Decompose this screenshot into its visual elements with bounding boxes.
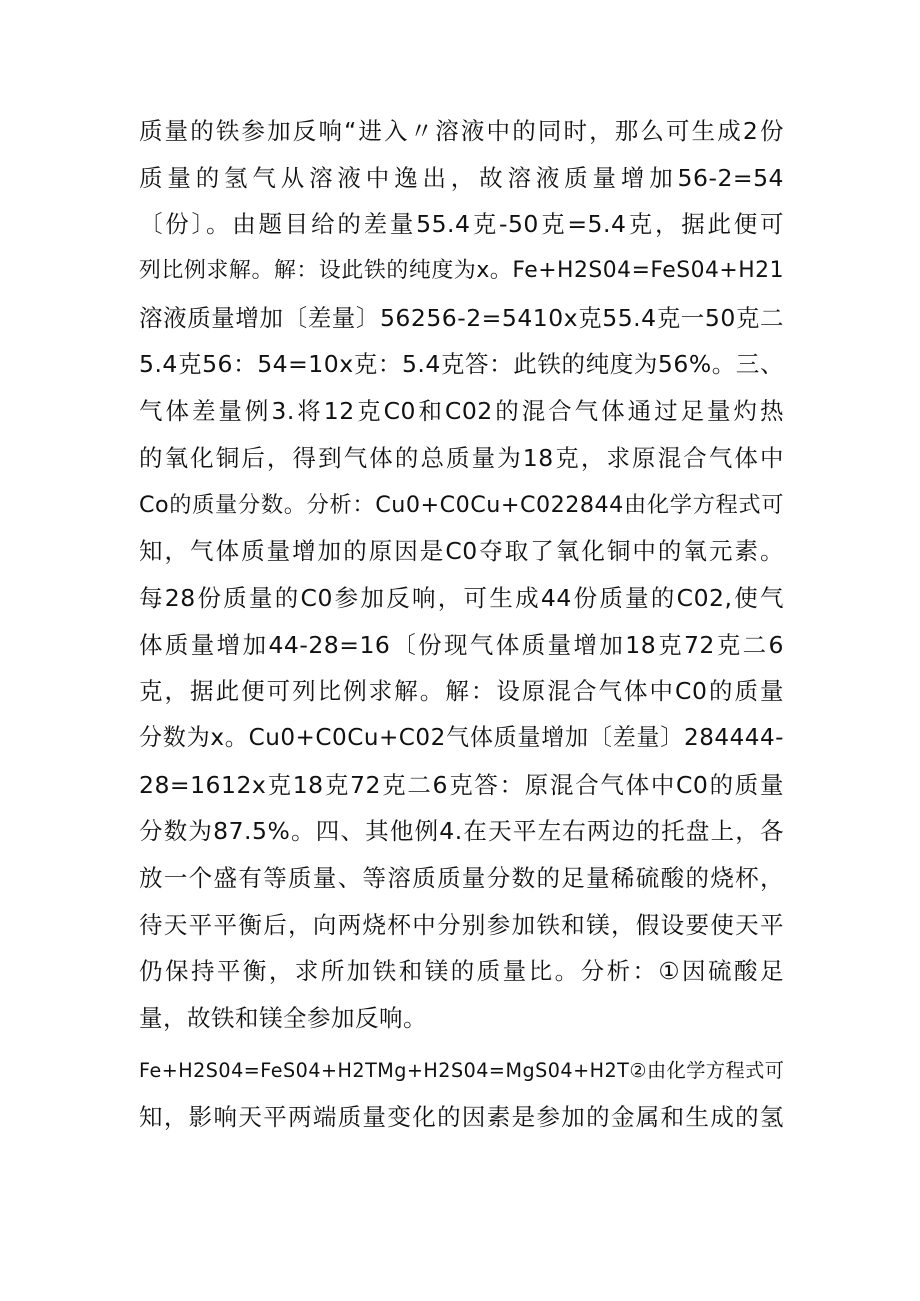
text-line: 气体差量例3.将12克C0和C02的混合气体通过足量灼热 <box>139 397 784 426</box>
paragraph-2 <box>139 1047 784 1141</box>
text-line: 待天平平衡后，向两烧杯中分别参加铁和镁，假设要使天平 <box>139 910 784 939</box>
text-line: 克，据此便可列比例求解。解：设原混合气体中C0的质量 <box>139 677 784 706</box>
text-line: 溶液质量增加〔差量〕56256-2=5410x克55.4克一50克二 <box>139 303 784 332</box>
text-line: 〔份〕。由题目给的差量55.4克-50克=5.4克，据此便可 <box>139 210 784 239</box>
text-line: 的氧化铜后，得到气体的总质量为18克，求原混合气体中 <box>139 443 784 472</box>
text-line: 知，影响天平两端质量变化的因素是参加的金属和生成的氢 <box>139 1103 784 1131</box>
text-line: 知，气体质量增加的原因是C0夺取了氧化铜中的氧元素。 <box>139 537 784 566</box>
text-line: 放一个盛有等质量、等溶质质量分数的足量稀硫酸的烧杯， <box>139 864 784 892</box>
text-line: 仍保持平衡，求所加铁和镁的质量比。分析：①因硫酸足 <box>139 957 784 986</box>
text-line: Fe+H2S04=FeS04+H2TMg+H2S04=MgS04+H2T②由化学方程式可 <box>139 1059 785 1082</box>
text-line: 列比例求解。解：设此铁的纯度为x。Fe+H2S04=FeS04+H21 <box>139 258 784 284</box>
text-line: 质量的氢气从溶液中逸出，故溶液质量增加56-2=54 <box>139 163 784 192</box>
text-line: 体质量增加44-28=16〔份现气体质量增加18克72克二6 <box>139 630 784 659</box>
text-line: 量，故铁和镁全参加反响。 <box>139 1004 427 1033</box>
paragraph-1 <box>139 108 784 1042</box>
text-line: Co的质量分数。分析：Cu0+C0Cu+C022844由化学方程式可 <box>139 491 784 518</box>
text-line: 28=1612x克18克72克二6克答：原混合气体中C0的质量 <box>139 770 784 799</box>
text-line: 质量的铁参加反响“进入〃溶液中的同时，那么可生成2份 <box>139 117 784 145</box>
text-line: 每28份质量的C0参加反响，可生成44份质量的C02,使气 <box>139 583 784 612</box>
text-line: 分数为x。Cu0+C0Cu+C02气体质量增加〔差量〕284444- <box>139 724 784 751</box>
text-line: 分数为87.5%。四、其他例4.在天平左右两边的托盘上，各 <box>139 817 784 846</box>
text-line: 5.4克56：54=10x克：5.4克答：此铁的纯度为56%。三、 <box>139 350 784 379</box>
